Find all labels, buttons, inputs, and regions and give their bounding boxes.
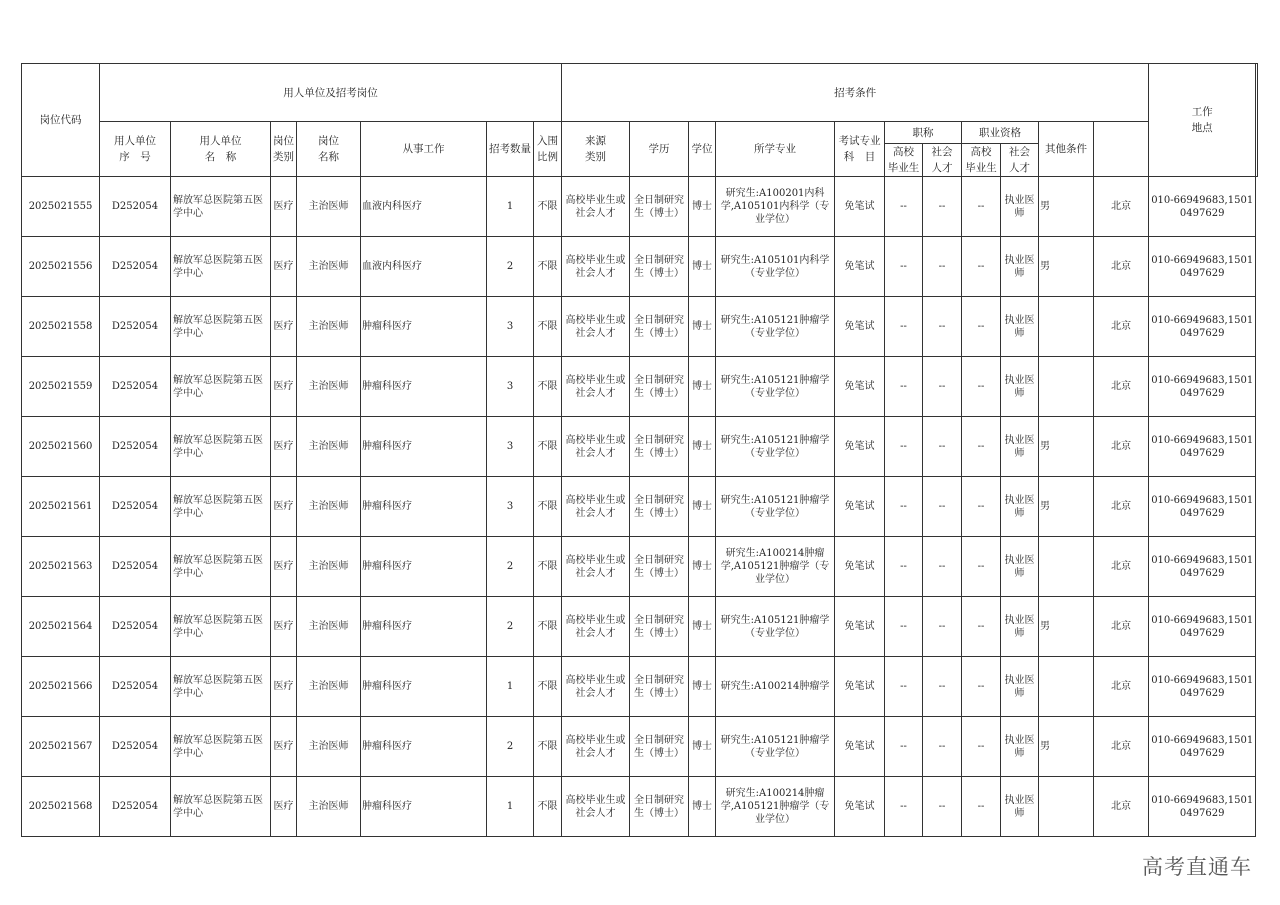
qual-social-cell: 执业医师: [1001, 177, 1039, 237]
header-phone: [1256, 64, 1258, 177]
title-social-cell: --: [923, 537, 962, 597]
table-row: [22, 537, 1258, 597]
qual-social-cell: 执业医师: [1001, 477, 1039, 537]
ratio-cell: 不限: [534, 417, 562, 477]
unit-name-cell: 解放军总医院第五医学中心: [171, 237, 271, 297]
qual-grad-cell: --: [962, 657, 1001, 717]
unit-seq-cell: D252054: [100, 717, 171, 777]
source-cell: 高校毕业生或社会人才: [562, 237, 630, 297]
post-type-cell: 医疗: [271, 237, 297, 297]
title-grad-cell: --: [885, 477, 923, 537]
qual-grad-cell: --: [962, 177, 1001, 237]
exam-cell: 免笔试: [835, 597, 885, 657]
table-row: [22, 417, 1258, 477]
degree-cell: 博士: [689, 777, 716, 837]
post-type-cell: 医疗: [271, 477, 297, 537]
degree-cell: 博士: [689, 297, 716, 357]
qual-grad-cell: --: [962, 777, 1001, 837]
post-type-cell: 医疗: [271, 417, 297, 477]
header-post-name: 岗位 名称: [297, 122, 361, 177]
unit-name-cell: 解放军总医院第五医学中心: [171, 777, 271, 837]
work-cell: 肿瘤科医疗: [361, 777, 487, 837]
title-social-cell: --: [923, 297, 962, 357]
education-cell: 全日制研究生（博士）: [630, 537, 689, 597]
location-cell: 北京: [1094, 597, 1149, 657]
title-grad-cell: --: [885, 417, 923, 477]
ratio-cell: 不限: [534, 777, 562, 837]
ratio-cell: 不限: [534, 297, 562, 357]
header-post-code: 岗位代码: [22, 64, 100, 177]
title-grad-cell: --: [885, 657, 923, 717]
post-type-cell: 医疗: [271, 357, 297, 417]
major-cell: 研究生:A105101内科学（专业学位）: [716, 237, 835, 297]
title-social-cell: --: [923, 477, 962, 537]
table-row: [22, 477, 1258, 537]
location-cell: 北京: [1094, 237, 1149, 297]
header-ratio: 入围 比例: [534, 122, 562, 177]
location-cell: 北京: [1094, 417, 1149, 477]
post-type-cell: 医疗: [271, 657, 297, 717]
header-title-grad: 高校 毕业生: [885, 144, 923, 177]
count-cell: 3: [487, 297, 534, 357]
unit-seq-cell: D252054: [100, 477, 171, 537]
major-cell: 研究生:A105121肿瘤学（专业学位）: [716, 417, 835, 477]
header-unit-name: 用人单位 名 称: [171, 122, 271, 177]
exam-cell: 免笔试: [835, 477, 885, 537]
other-cell: [1039, 657, 1094, 717]
phone-cell: 010-66949683,15010497629: [1149, 477, 1256, 537]
education-cell: 全日制研究生（博士）: [630, 597, 689, 657]
post-code-cell: 2025021564: [22, 597, 100, 657]
exam-cell: 免笔试: [835, 237, 885, 297]
education-cell: 全日制研究生（博士）: [630, 357, 689, 417]
table-row: [22, 777, 1258, 837]
exam-cell: 免笔试: [835, 657, 885, 717]
qual-grad-cell: --: [962, 297, 1001, 357]
source-cell: 高校毕业生或社会人才: [562, 477, 630, 537]
qual-grad-cell: --: [962, 357, 1001, 417]
phone-cell: 010-66949683,15010497629: [1149, 717, 1256, 777]
other-cell: 男: [1039, 237, 1094, 297]
post-name-cell: 主治医师: [297, 597, 361, 657]
qual-social-cell: 执业医师: [1001, 417, 1039, 477]
count-cell: 1: [487, 177, 534, 237]
unit-seq-cell: D252054: [100, 657, 171, 717]
degree-cell: 博士: [689, 237, 716, 297]
exam-cell: 免笔试: [835, 537, 885, 597]
degree-cell: 博士: [689, 357, 716, 417]
degree-cell: 博士: [689, 177, 716, 237]
education-cell: 全日制研究生（博士）: [630, 297, 689, 357]
education-cell: 全日制研究生（博士）: [630, 777, 689, 837]
post-type-cell: 医疗: [271, 597, 297, 657]
education-cell: 全日制研究生（博士）: [630, 657, 689, 717]
ratio-cell: 不限: [534, 657, 562, 717]
header-qual-group: 职业资格: [962, 122, 1039, 144]
qual-grad-cell: --: [962, 417, 1001, 477]
title-social-cell: --: [923, 417, 962, 477]
location-cell: 北京: [1094, 777, 1149, 837]
header-major: 所学专业: [716, 122, 835, 177]
watermark: 高考直通车: [1142, 855, 1252, 879]
location-cell: 北京: [1094, 357, 1149, 417]
exam-cell: 免笔试: [835, 357, 885, 417]
phone-cell: 010-66949683,15010497629: [1149, 597, 1256, 657]
location-cell: 北京: [1094, 477, 1149, 537]
other-cell: 男: [1039, 597, 1094, 657]
count-cell: 2: [487, 537, 534, 597]
source-cell: 高校毕业生或社会人才: [562, 537, 630, 597]
major-cell: 研究生:A105121肿瘤学（专业学位）: [716, 597, 835, 657]
phone-cell: 010-66949683,15010497629: [1149, 357, 1256, 417]
ratio-cell: 不限: [534, 537, 562, 597]
major-cell: 研究生:A105121肿瘤学（专业学位）: [716, 297, 835, 357]
title-social-cell: --: [923, 597, 962, 657]
title-social-cell: --: [923, 357, 962, 417]
post-code-cell: 2025021563: [22, 537, 100, 597]
location-cell: 北京: [1094, 177, 1149, 237]
work-cell: 肿瘤科医疗: [361, 417, 487, 477]
post-name-cell: 主治医师: [297, 357, 361, 417]
header-other: 其他条件: [1039, 122, 1094, 177]
degree-cell: 博士: [689, 657, 716, 717]
post-name-cell: 主治医师: [297, 297, 361, 357]
header-post-type: 岗位 类别: [271, 122, 297, 177]
unit-name-cell: 解放军总医院第五医学中心: [171, 597, 271, 657]
ratio-cell: 不限: [534, 357, 562, 417]
title-social-cell: --: [923, 777, 962, 837]
title-social-cell: --: [923, 177, 962, 237]
unit-seq-cell: D252054: [100, 237, 171, 297]
header-title-social: 社会 人才: [923, 144, 962, 177]
unit-name-cell: 解放军总医院第五医学中心: [171, 357, 271, 417]
header-education: 学历: [630, 122, 689, 177]
post-name-cell: 主治医师: [297, 237, 361, 297]
ratio-cell: 不限: [534, 717, 562, 777]
source-cell: 高校毕业生或社会人才: [562, 657, 630, 717]
count-cell: 1: [487, 657, 534, 717]
count-cell: 2: [487, 717, 534, 777]
degree-cell: 博士: [689, 717, 716, 777]
header-title-group: 职称: [885, 122, 962, 144]
count-cell: 2: [487, 597, 534, 657]
unit-seq-cell: D252054: [100, 357, 171, 417]
other-cell: 男: [1039, 477, 1094, 537]
work-cell: 肿瘤科医疗: [361, 297, 487, 357]
location-cell: 北京: [1094, 657, 1149, 717]
table-row: [22, 657, 1258, 717]
degree-cell: 博士: [689, 537, 716, 597]
qual-social-cell: 执业医师: [1001, 717, 1039, 777]
header-unit-seq: 用人单位 序 号: [100, 122, 171, 177]
source-cell: 高校毕业生或社会人才: [562, 597, 630, 657]
major-cell: 研究生:A100201内科学,A105101内科学（专业学位）: [716, 177, 835, 237]
qual-social-cell: 执业医师: [1001, 237, 1039, 297]
qual-grad-cell: --: [962, 477, 1001, 537]
recruitment-table: [21, 63, 1258, 837]
table-body: [22, 177, 1258, 837]
major-cell: 研究生:A100214肿瘤学,A105121肿瘤学（专业学位）: [716, 777, 835, 837]
header-degree: 学位: [689, 122, 716, 177]
exam-cell: 免笔试: [835, 417, 885, 477]
post-code-cell: 2025021556: [22, 237, 100, 297]
location-cell: 北京: [1094, 297, 1149, 357]
education-cell: 全日制研究生（博士）: [630, 717, 689, 777]
exam-cell: 免笔试: [835, 717, 885, 777]
unit-seq-cell: D252054: [100, 597, 171, 657]
unit-name-cell: 解放军总医院第五医学中心: [171, 297, 271, 357]
unit-seq-cell: D252054: [100, 297, 171, 357]
exam-cell: 免笔试: [835, 177, 885, 237]
work-cell: 肿瘤科医疗: [361, 657, 487, 717]
unit-name-cell: 解放军总医院第五医学中心: [171, 417, 271, 477]
table-row: [22, 597, 1258, 657]
title-grad-cell: --: [885, 357, 923, 417]
table-row: [22, 177, 1258, 237]
ratio-cell: 不限: [534, 597, 562, 657]
title-grad-cell: --: [885, 777, 923, 837]
degree-cell: 博士: [689, 417, 716, 477]
phone-cell: 010-66949683,15010497629: [1149, 297, 1256, 357]
post-type-cell: 医疗: [271, 537, 297, 597]
unit-seq-cell: D252054: [100, 417, 171, 477]
location-cell: 北京: [1094, 717, 1149, 777]
post-code-cell: 2025021559: [22, 357, 100, 417]
qual-grad-cell: --: [962, 597, 1001, 657]
ratio-cell: 不限: [534, 177, 562, 237]
unit-name-cell: 解放军总医院第五医学中心: [171, 717, 271, 777]
work-cell: 肿瘤科医疗: [361, 717, 487, 777]
phone-cell: 010-66949683,15010497629: [1149, 657, 1256, 717]
post-type-cell: 医疗: [271, 177, 297, 237]
header-source: 来源 类别: [562, 122, 630, 177]
education-cell: 全日制研究生（博士）: [630, 177, 689, 237]
exam-cell: 免笔试: [835, 297, 885, 357]
ratio-cell: 不限: [534, 477, 562, 537]
other-cell: 男: [1039, 177, 1094, 237]
post-type-cell: 医疗: [271, 777, 297, 837]
title-grad-cell: --: [885, 177, 923, 237]
work-cell: 肿瘤科医疗: [361, 357, 487, 417]
education-cell: 全日制研究生（博士）: [630, 417, 689, 477]
qual-grad-cell: --: [962, 237, 1001, 297]
title-grad-cell: --: [885, 717, 923, 777]
count-cell: 1: [487, 777, 534, 837]
work-cell: 肿瘤科医疗: [361, 597, 487, 657]
major-cell: 研究生:A100214肿瘤学,A105121肿瘤学（专业学位）: [716, 537, 835, 597]
header-employer-group: 用人单位及招考岗位: [100, 64, 562, 122]
phone-cell: 010-66949683,15010497629: [1149, 237, 1256, 297]
title-grad-cell: --: [885, 597, 923, 657]
education-cell: 全日制研究生（博士）: [630, 477, 689, 537]
major-cell: 研究生:A105121肿瘤学（专业学位）: [716, 717, 835, 777]
header-qual-social: 社会 人才: [1001, 144, 1039, 177]
post-code-cell: 2025021558: [22, 297, 100, 357]
qual-social-cell: 执业医师: [1001, 537, 1039, 597]
phone-cell: 010-66949683,15010497629: [1149, 777, 1256, 837]
count-cell: 3: [487, 417, 534, 477]
phone-cell: 010-66949683,15010497629: [1149, 417, 1256, 477]
major-cell: 研究生:A105121肿瘤学（专业学位）: [716, 477, 835, 537]
source-cell: 高校毕业生或社会人才: [562, 297, 630, 357]
source-cell: 高校毕业生或社会人才: [562, 357, 630, 417]
post-type-cell: 医疗: [271, 717, 297, 777]
post-code-cell: 2025021568: [22, 777, 100, 837]
other-cell: 男: [1039, 417, 1094, 477]
other-cell: [1039, 357, 1094, 417]
title-social-cell: --: [923, 657, 962, 717]
source-cell: 高校毕业生或社会人才: [562, 717, 630, 777]
title-social-cell: --: [923, 237, 962, 297]
major-cell: 研究生:A105121肿瘤学（专业学位）: [716, 357, 835, 417]
post-name-cell: 主治医师: [297, 657, 361, 717]
other-cell: [1039, 297, 1094, 357]
unit-seq-cell: D252054: [100, 177, 171, 237]
unit-name-cell: 解放军总医院第五医学中心: [171, 477, 271, 537]
post-code-cell: 2025021561: [22, 477, 100, 537]
unit-seq-cell: D252054: [100, 537, 171, 597]
qual-grad-cell: --: [962, 537, 1001, 597]
work-cell: 肿瘤科医疗: [361, 477, 487, 537]
header-exam: 考试专业 科 目: [835, 122, 885, 177]
post-type-cell: 医疗: [271, 297, 297, 357]
count-cell: 2: [487, 237, 534, 297]
other-cell: 男: [1039, 717, 1094, 777]
table-header: [22, 64, 1258, 177]
title-grad-cell: --: [885, 297, 923, 357]
table-row: [22, 717, 1258, 777]
source-cell: 高校毕业生或社会人才: [562, 417, 630, 477]
header-work: 从事工作: [361, 122, 487, 177]
count-cell: 3: [487, 357, 534, 417]
unit-name-cell: 解放军总医院第五医学中心: [171, 657, 271, 717]
post-name-cell: 主治医师: [297, 177, 361, 237]
qual-social-cell: 执业医师: [1001, 597, 1039, 657]
qual-grad-cell: --: [962, 717, 1001, 777]
source-cell: 高校毕业生或社会人才: [562, 177, 630, 237]
header-qual-grad: 高校 毕业生: [962, 144, 1001, 177]
work-cell: 肿瘤科医疗: [361, 537, 487, 597]
location-cell: 北京: [1094, 537, 1149, 597]
count-cell: 3: [487, 477, 534, 537]
header-conditions-group: 招考条件: [562, 64, 1149, 122]
ratio-cell: 不限: [534, 237, 562, 297]
post-code-cell: 2025021567: [22, 717, 100, 777]
title-grad-cell: --: [885, 537, 923, 597]
post-code-cell: 2025021555: [22, 177, 100, 237]
post-name-cell: 主治医师: [297, 717, 361, 777]
major-cell: 研究生:A100214肿瘤学: [716, 657, 835, 717]
post-name-cell: 主治医师: [297, 477, 361, 537]
qual-social-cell: 执业医师: [1001, 297, 1039, 357]
qual-social-cell: 执业医师: [1001, 777, 1039, 837]
post-name-cell: 主治医师: [297, 537, 361, 597]
title-social-cell: --: [923, 717, 962, 777]
unit-name-cell: 解放军总医院第五医学中心: [171, 177, 271, 237]
header-count: 招考数量: [487, 122, 534, 177]
post-code-cell: 2025021566: [22, 657, 100, 717]
source-cell: 高校毕业生或社会人才: [562, 777, 630, 837]
qual-social-cell: 执业医师: [1001, 357, 1039, 417]
degree-cell: 博士: [689, 597, 716, 657]
education-cell: 全日制研究生（博士）: [630, 237, 689, 297]
header-location: 工作 地点: [1149, 64, 1256, 177]
title-grad-cell: --: [885, 237, 923, 297]
post-code-cell: 2025021560: [22, 417, 100, 477]
table-row: [22, 237, 1258, 297]
qual-social-cell: 执业医师: [1001, 657, 1039, 717]
unit-seq-cell: D252054: [100, 777, 171, 837]
post-name-cell: 主治医师: [297, 417, 361, 477]
table-row: [22, 357, 1258, 417]
work-cell: 血液内科医疗: [361, 237, 487, 297]
phone-cell: 010-66949683,15010497629: [1149, 537, 1256, 597]
degree-cell: 博士: [689, 477, 716, 537]
unit-name-cell: 解放军总医院第五医学中心: [171, 537, 271, 597]
table-row: [22, 297, 1258, 357]
other-cell: [1039, 537, 1094, 597]
exam-cell: 免笔试: [835, 777, 885, 837]
post-name-cell: 主治医师: [297, 777, 361, 837]
other-cell: [1039, 777, 1094, 837]
work-cell: 血液内科医疗: [361, 177, 487, 237]
phone-cell: 010-66949683,15010497629: [1149, 177, 1256, 237]
